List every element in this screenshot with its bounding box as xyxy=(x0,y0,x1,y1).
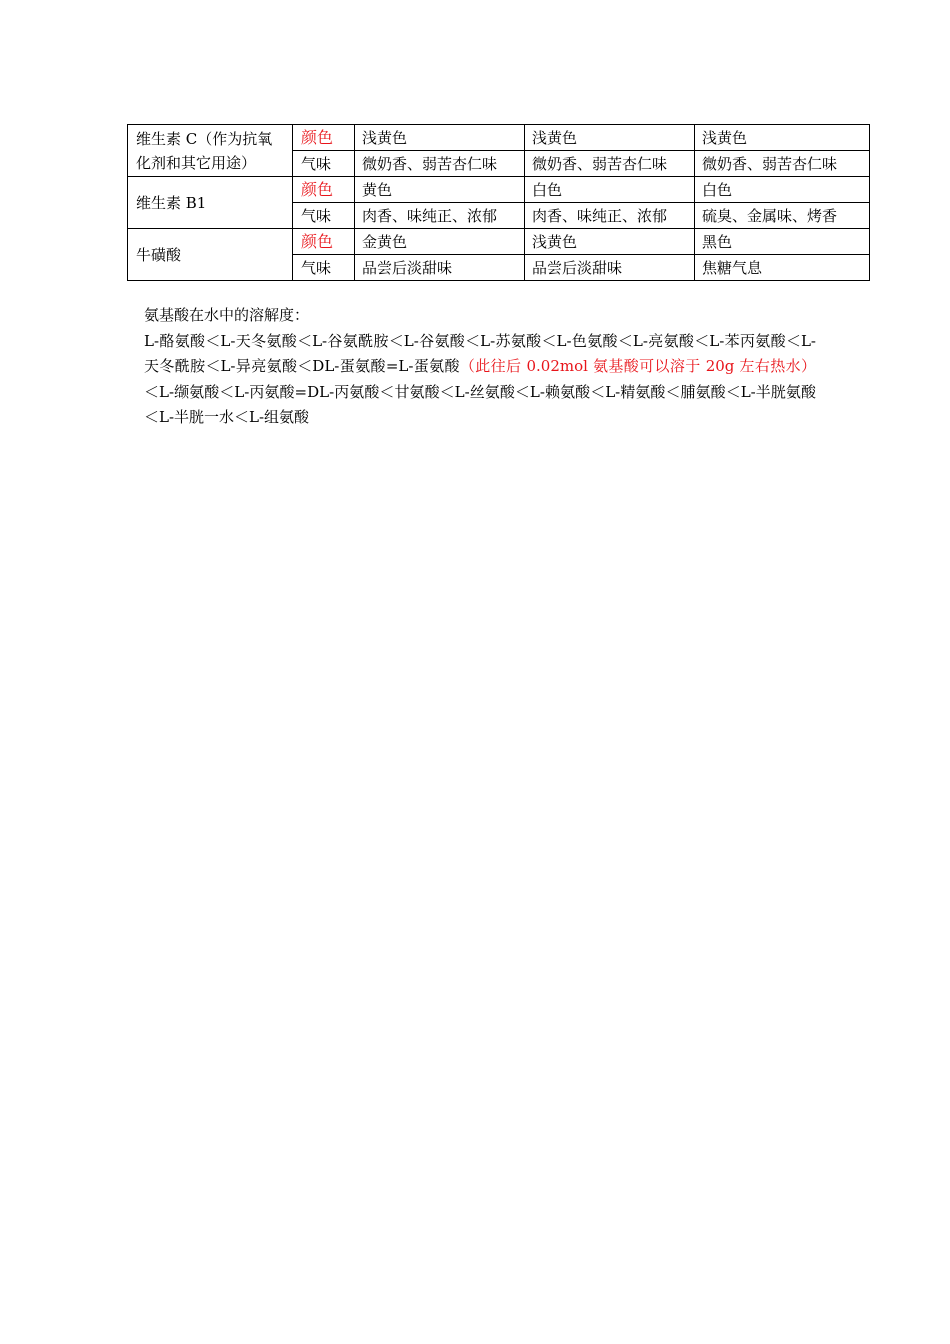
solubility-note: （此往后 0.02mol 氨基酸可以溶于 20g 左右热水） xyxy=(459,357,816,375)
solubility-section xyxy=(144,303,816,431)
smell-label: 气味 xyxy=(293,203,355,229)
table-cell: 浅黄色 xyxy=(695,125,870,151)
table-cell: 白色 xyxy=(525,177,695,203)
table-cell: 微奶香、弱苦杏仁味 xyxy=(355,151,525,177)
table-cell: 品尝后淡甜味 xyxy=(525,255,695,281)
table-cell: 肉香、味纯正、浓郁 xyxy=(355,203,525,229)
substance-name: 维生素 C（作为抗氧化剂和其它用途） xyxy=(128,125,293,177)
table-cell: 浅黄色 xyxy=(525,125,695,151)
properties-table xyxy=(127,124,870,281)
table-cell: 浅黄色 xyxy=(525,229,695,255)
table-cell: 肉香、味纯正、浓郁 xyxy=(525,203,695,229)
solubility-heading: 氨基酸在水中的溶解度： xyxy=(144,306,310,324)
table-cell: 黄色 xyxy=(355,177,525,203)
table-cell: 金黄色 xyxy=(355,229,525,255)
smell-label: 气味 xyxy=(293,151,355,177)
table-cell: 焦糖气息 xyxy=(695,255,870,281)
smell-label: 气味 xyxy=(293,255,355,281)
table-cell: 微奶香、弱苦杏仁味 xyxy=(525,151,695,177)
solubility-order-part1: L-酪氨酸＜L-天冬氨酸＜L-谷氨酰胺＜L-谷氨酸＜L-苏氨酸＜L-色氨酸＜L-亮氨酸＜L-苯丙氨酸＜L-天冬酰胺＜L-异亮氨酸＜DL-蛋氨酸=L-蛋氨酸 xyxy=(144,331,816,375)
table-row xyxy=(128,229,870,255)
solubility-order-part2: ＜L-缬氨酸＜L-丙氨酸=DL-丙氨酸＜甘氨酸＜L-丝氨酸＜L-赖氨酸＜L-精氨酸＜脯氨酸＜L-半胱氨酸＜L-半胱一水＜L-组氨酸 xyxy=(144,382,816,426)
substance-name: 维生素 B1 xyxy=(128,177,293,229)
table-cell: 微奶香、弱苦杏仁味 xyxy=(695,151,870,177)
table-cell: 品尝后淡甜味 xyxy=(355,255,525,281)
color-label: 颜色 xyxy=(293,125,355,151)
table-cell: 浅黄色 xyxy=(355,125,525,151)
color-label: 颜色 xyxy=(293,177,355,203)
solubility-paragraph xyxy=(144,329,816,431)
table-row xyxy=(128,177,870,203)
table-cell: 黑色 xyxy=(695,229,870,255)
substance-name: 牛磺酸 xyxy=(128,229,293,281)
table-cell: 硫臭、金属味、烤香 xyxy=(695,203,870,229)
color-label: 颜色 xyxy=(293,229,355,255)
table-row xyxy=(128,125,870,151)
table-cell: 白色 xyxy=(695,177,870,203)
